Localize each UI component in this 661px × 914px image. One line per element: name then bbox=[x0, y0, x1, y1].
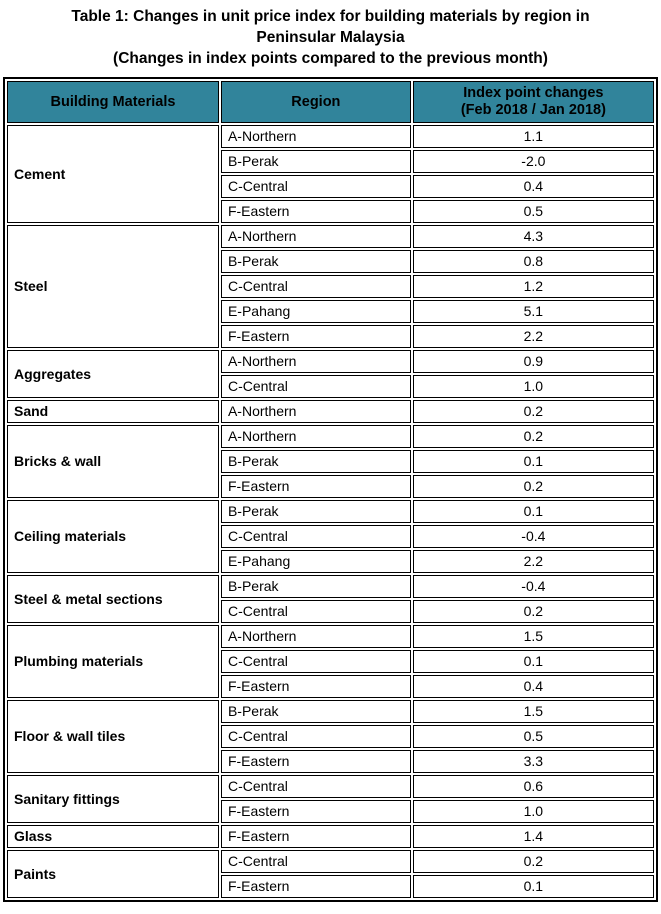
region-cell: F-Eastern bbox=[221, 875, 411, 898]
region-cell: A-Northern bbox=[221, 425, 411, 448]
index-change-cell: 1.2 bbox=[413, 275, 654, 298]
region-cell: F-Eastern bbox=[221, 825, 411, 848]
index-change-cell: 0.1 bbox=[413, 875, 654, 898]
index-change-cell: 1.5 bbox=[413, 700, 654, 723]
region-cell: B-Perak bbox=[221, 450, 411, 473]
index-change-cell: 2.2 bbox=[413, 325, 654, 348]
header-index-point-changes bbox=[413, 81, 654, 123]
region-cell: A-Northern bbox=[221, 225, 411, 248]
region-cell: B-Perak bbox=[221, 700, 411, 723]
region-cell: C-Central bbox=[221, 600, 411, 623]
index-change-cell: 0.1 bbox=[413, 650, 654, 673]
region-cell: A-Northern bbox=[221, 350, 411, 373]
region-cell: C-Central bbox=[221, 650, 411, 673]
region-cell: C-Central bbox=[221, 375, 411, 398]
index-change-cell: 0.6 bbox=[413, 775, 654, 798]
material-cell: Floor & wall tiles bbox=[7, 700, 219, 773]
material-cell: Steel bbox=[7, 225, 219, 348]
region-cell: C-Central bbox=[221, 525, 411, 548]
table-row bbox=[7, 625, 654, 648]
building-materials-table bbox=[3, 77, 658, 902]
index-change-cell: 1.4 bbox=[413, 825, 654, 848]
header-index-line-1: Index point changes bbox=[463, 85, 604, 101]
region-cell: C-Central bbox=[221, 725, 411, 748]
region-cell: F-Eastern bbox=[221, 800, 411, 823]
index-change-cell: -0.4 bbox=[413, 575, 654, 598]
index-change-cell: -2.0 bbox=[413, 150, 654, 173]
index-change-cell: 0.1 bbox=[413, 450, 654, 473]
title-line-3: (Changes in index points compared to the previous month) bbox=[113, 50, 548, 67]
index-change-cell: 0.2 bbox=[413, 850, 654, 873]
index-change-cell: 0.5 bbox=[413, 200, 654, 223]
table-row bbox=[7, 125, 654, 148]
header-region: Region bbox=[221, 81, 411, 123]
region-cell: C-Central bbox=[221, 175, 411, 198]
material-cell: Aggregates bbox=[7, 350, 219, 398]
index-change-cell: 0.9 bbox=[413, 350, 654, 373]
table-row bbox=[7, 350, 654, 373]
material-cell: Cement bbox=[7, 125, 219, 223]
region-cell: A-Northern bbox=[221, 400, 411, 423]
region-cell: C-Central bbox=[221, 850, 411, 873]
table-row bbox=[7, 225, 654, 248]
index-change-cell: 1.5 bbox=[413, 625, 654, 648]
index-change-cell: 1.0 bbox=[413, 375, 654, 398]
table-title bbox=[0, 0, 661, 69]
index-change-cell: 0.5 bbox=[413, 725, 654, 748]
index-change-cell: 2.2 bbox=[413, 550, 654, 573]
region-cell: B-Perak bbox=[221, 250, 411, 273]
region-cell: A-Northern bbox=[221, 125, 411, 148]
index-change-cell: 0.2 bbox=[413, 425, 654, 448]
index-change-cell: 1.1 bbox=[413, 125, 654, 148]
title-line-1: Table 1: Changes in unit price index for building materials by region in bbox=[71, 8, 590, 25]
material-cell: Sand bbox=[7, 400, 219, 423]
region-cell: B-Perak bbox=[221, 500, 411, 523]
region-cell: B-Perak bbox=[221, 150, 411, 173]
index-change-cell: 0.2 bbox=[413, 600, 654, 623]
material-cell: Bricks & wall bbox=[7, 425, 219, 498]
region-cell: B-Perak bbox=[221, 575, 411, 598]
material-cell: Sanitary fittings bbox=[7, 775, 219, 823]
index-change-cell: 1.0 bbox=[413, 800, 654, 823]
index-change-cell: -0.4 bbox=[413, 525, 654, 548]
table-row bbox=[7, 400, 654, 423]
table-row bbox=[7, 775, 654, 798]
index-change-cell: 3.3 bbox=[413, 750, 654, 773]
material-cell: Plumbing materials bbox=[7, 625, 219, 698]
index-change-cell: 5.1 bbox=[413, 300, 654, 323]
index-change-cell: 0.4 bbox=[413, 175, 654, 198]
region-cell: C-Central bbox=[221, 275, 411, 298]
material-cell: Glass bbox=[7, 825, 219, 848]
material-cell: Ceiling materials bbox=[7, 500, 219, 573]
index-change-cell: 4.3 bbox=[413, 225, 654, 248]
index-change-cell: 0.1 bbox=[413, 500, 654, 523]
table-row bbox=[7, 825, 654, 848]
material-cell: Paints bbox=[7, 850, 219, 898]
region-cell: F-Eastern bbox=[221, 750, 411, 773]
region-cell: F-Eastern bbox=[221, 475, 411, 498]
region-cell: E-Pahang bbox=[221, 550, 411, 573]
table-body bbox=[7, 125, 654, 898]
header-building-materials: Building Materials bbox=[7, 81, 219, 123]
title-line-2: Peninsular Malaysia bbox=[256, 29, 405, 46]
header-index-line-2: (Feb 2018 / Jan 2018) bbox=[460, 102, 606, 118]
table-row bbox=[7, 575, 654, 598]
table-row bbox=[7, 700, 654, 723]
header-row bbox=[7, 81, 654, 123]
region-cell: C-Central bbox=[221, 775, 411, 798]
region-cell: F-Eastern bbox=[221, 200, 411, 223]
index-change-cell: 0.2 bbox=[413, 475, 654, 498]
table-row bbox=[7, 500, 654, 523]
index-change-cell: 0.8 bbox=[413, 250, 654, 273]
region-cell: E-Pahang bbox=[221, 300, 411, 323]
material-cell: Steel & metal sections bbox=[7, 575, 219, 623]
index-change-cell: 0.4 bbox=[413, 675, 654, 698]
region-cell: F-Eastern bbox=[221, 675, 411, 698]
table-row bbox=[7, 850, 654, 873]
index-change-cell: 0.2 bbox=[413, 400, 654, 423]
region-cell: A-Northern bbox=[221, 625, 411, 648]
table-row bbox=[7, 425, 654, 448]
region-cell: F-Eastern bbox=[221, 325, 411, 348]
